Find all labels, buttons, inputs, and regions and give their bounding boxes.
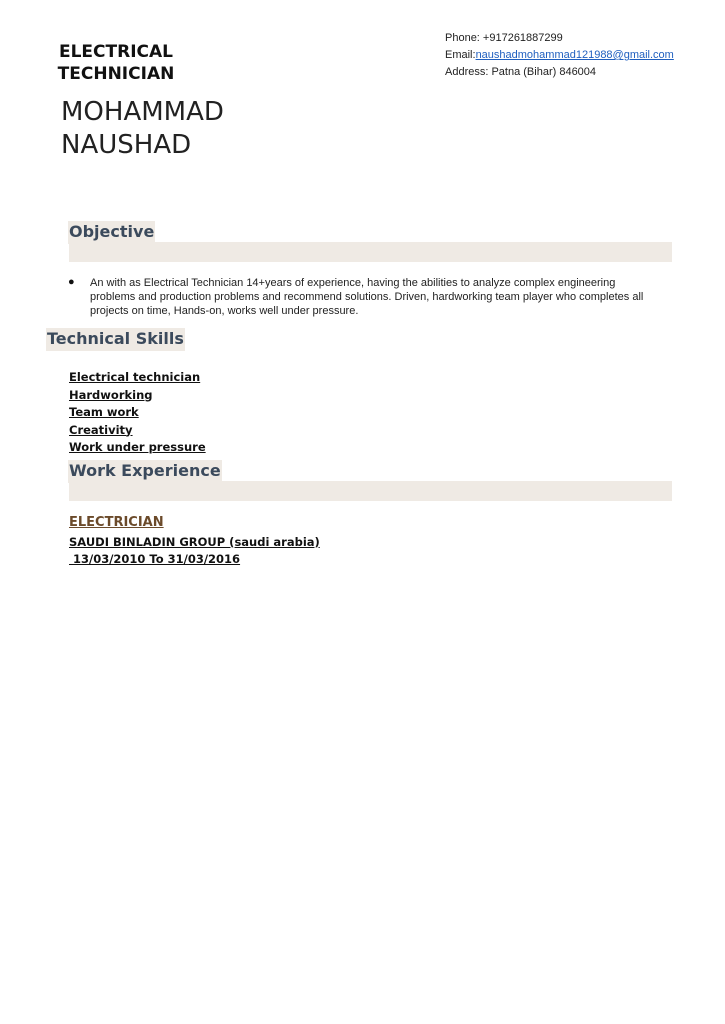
job-role-title: ELECTRICAL TECHNICIAN [57, 42, 175, 84]
experience-band [69, 481, 672, 501]
skill-item: Hardworking [69, 387, 153, 402]
employment-dates: 13/03/2010 To 31/03/2016 [69, 552, 241, 566]
objective-text: An with as Electrical Technician 14+years of experience, having the abilities to analyze complex engineering problems and production problems and recommend solutions. Driven, hardworking team player who completes all projects on time, Hands-on, works well under pressure. [90, 277, 644, 317]
objective-band [69, 242, 672, 262]
skills-list [69, 369, 206, 457]
skill-item: Creativity [69, 422, 133, 437]
experience-heading: Work Experience [68, 460, 222, 483]
job-title: ELECTRICIAN [69, 515, 164, 530]
contact-block [445, 30, 680, 81]
objective-heading: Objective [68, 221, 155, 244]
company-name: SAUDI BINLADIN GROUP (saudi arabia) [69, 535, 320, 549]
name-first: MOHAMMAD [61, 97, 224, 127]
skills-heading: Technical Skills [46, 328, 185, 351]
name-last: NAUSHAD [61, 130, 192, 160]
skill-item: Electrical technician [69, 370, 201, 384]
phone-text: Phone: +917261887299 [445, 32, 563, 44]
skill-item: Team work [69, 405, 139, 419]
bullet-dot: ● [68, 276, 75, 288]
skill-item: Work under pressure [69, 440, 206, 454]
email-label: Email: [445, 49, 476, 61]
address-text: Address: Patna (Bihar) 846004 [445, 66, 597, 78]
candidate-name [61, 96, 224, 162]
email-link[interactable]: naushadmohammad121988@gmail.com [475, 49, 674, 61]
